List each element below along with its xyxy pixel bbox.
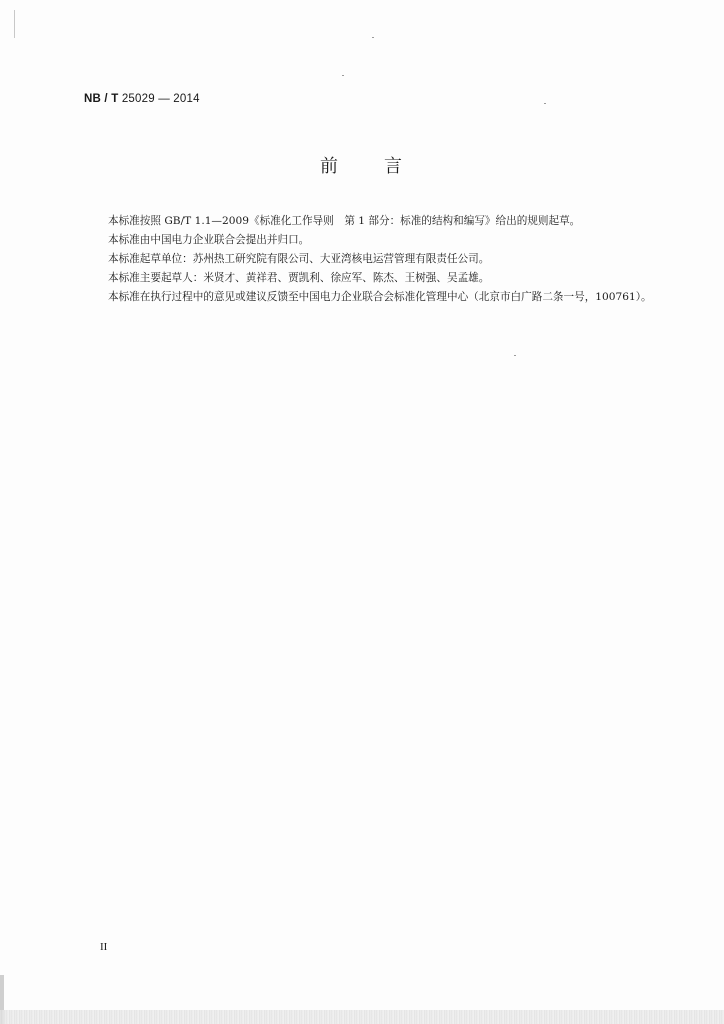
scan-speck — [514, 355, 516, 356]
foreword-body — [84, 212, 659, 307]
scan-speck — [342, 75, 344, 76]
scan-artifact — [0, 1010, 724, 1024]
standard-code — [84, 93, 200, 105]
paragraph-drafting-units: 本标准起草单位：苏州热工研究院有限公司、大亚湾核电运营管理有限责任公司。 — [108, 253, 490, 265]
page-title — [0, 152, 724, 178]
paragraph-proposer: 本标准由中国电力企业联合会提出并归口。 — [108, 234, 310, 246]
page-number: II — [100, 941, 108, 953]
standard-code-number: 25029 — 2014 — [121, 93, 200, 105]
paragraph-drafters: 本标准主要起草人：米贤才、黄祥君、贾凯利、徐应军、陈杰、王树强、吴孟雄。 — [108, 272, 490, 284]
paragraph-drafting-rules: 本标准按照 GB/T 1.1—2009《标准化工作导则 第 1 部分：标准的结构和编写》给出的规则起草。 — [108, 215, 581, 227]
title-char-right: 言 — [384, 156, 404, 177]
scan-edge-mark — [14, 10, 15, 38]
scan-speck — [372, 37, 374, 38]
title-char-left: 前 — [320, 156, 340, 177]
standard-code-prefix: NB / T — [84, 93, 119, 105]
paragraph-feedback: 本标准在执行过程中的意见或建议反馈至中国电力企业联合会标准化管理中心（北京市白广路二条一号，100761）。 — [108, 291, 652, 303]
scan-speck — [544, 103, 546, 104]
